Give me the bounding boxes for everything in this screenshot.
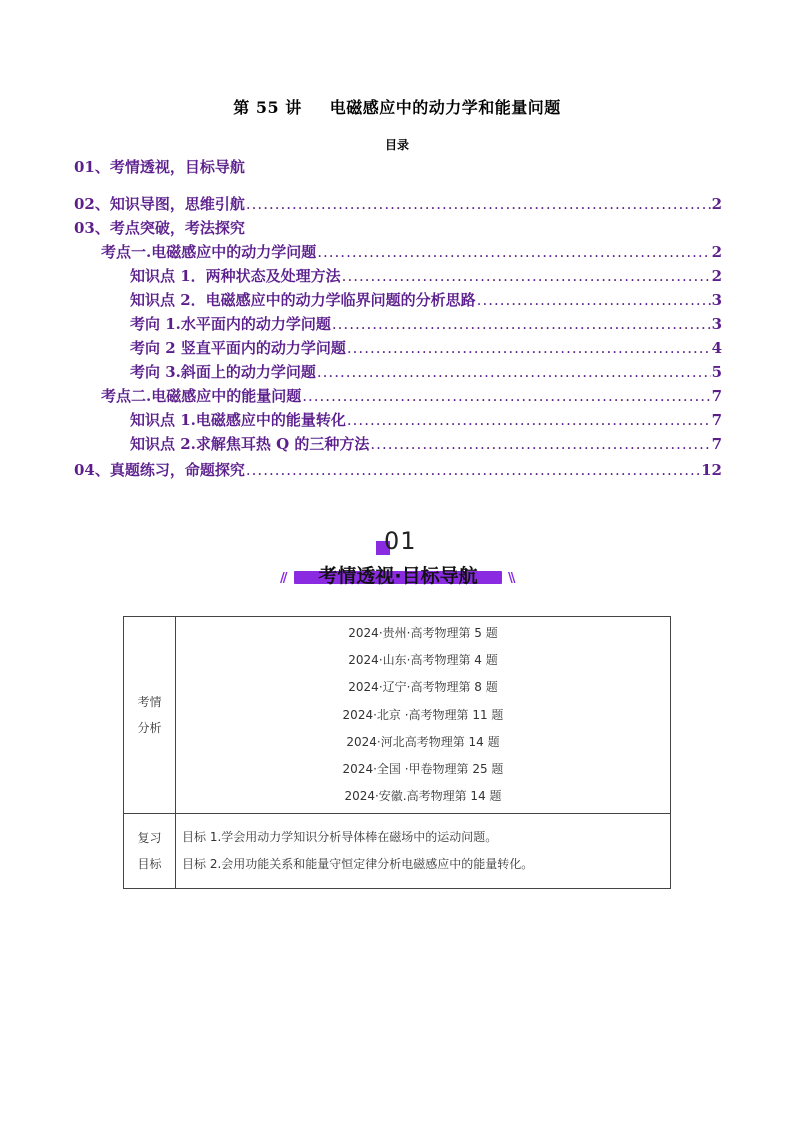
lecture-topic: 电磁感应中的动力学和能量问题 bbox=[329, 98, 561, 117]
toc-entry-kaodian-1[interactable]: 考点一.电磁感应中的动力学问题 ..... 2 bbox=[101, 241, 722, 262]
exam-item: 2024·全国 ·甲卷物理第 25 题 bbox=[342, 762, 504, 777]
exam-analysis-table bbox=[123, 616, 671, 889]
toc-entry-kaoxiang-2[interactable]: 考向 2 竖直平面内的动力学问题 ..... 4 bbox=[130, 337, 722, 358]
exam-item: 2024·河北高考物理第 14 题 bbox=[346, 734, 500, 749]
section-number: 01 bbox=[384, 527, 417, 555]
exam-item: 2024·北京 ·高考物理第 11 题 bbox=[342, 707, 504, 722]
toc-entry-01[interactable]: 01、考情透视，目标导航 bbox=[74, 158, 245, 176]
toc-entry-zhishidian-2[interactable]: 知识点 2．电磁感应中的动力学临界问题的分析思路 ..... 3 bbox=[130, 289, 722, 310]
goal-item: 目标 1.学会用动力学知识分析导体棒在磁场中的运动问题。 bbox=[182, 830, 498, 845]
toc-entry-kaoxiang-3[interactable]: 考向 3.斜面上的动力学问题 ..... 5 bbox=[130, 361, 722, 382]
analysis-label-cell: 考情 分析 bbox=[124, 617, 176, 814]
exam-list-cell bbox=[176, 617, 671, 814]
toc-entry-02[interactable]: 02、知识导图，思维引航 ..... 2 bbox=[74, 193, 722, 214]
toc-entry-zhishidian-1[interactable]: 知识点 1．两种状态及处理方法 ..... 2 bbox=[130, 265, 722, 286]
section-title: 考情透视·目标导航 bbox=[318, 565, 478, 587]
exam-item: 2024·安徽.高考物理第 14 题 bbox=[344, 789, 502, 804]
toc-entry-kaodian-2[interactable]: 考点二.电磁感应中的能量问题 ..... 7 bbox=[101, 385, 722, 406]
exam-item: 2024·辽宁·高考物理第 8 题 bbox=[348, 680, 498, 695]
section-banner bbox=[276, 527, 520, 593]
toc-entry-kaoxiang-1[interactable]: 考向 1.水平面内的动力学问题 ..... 3 bbox=[130, 313, 722, 334]
toc-entry-zhishidian-3[interactable]: 知识点 1.电磁感应中的能量转化 ..... 7 bbox=[130, 409, 722, 430]
toc-entry-zhishidian-4[interactable]: 知识点 2.求解焦耳热 Q 的三种方法 ..... 7 bbox=[130, 433, 722, 454]
toc-heading: 目录 bbox=[384, 138, 409, 152]
goals-cell bbox=[176, 814, 671, 889]
goal-item: 目标 2.会用功能关系和能量守恒定律分析电磁感应中的能量转化。 bbox=[182, 857, 534, 872]
table-row-analysis bbox=[124, 617, 671, 814]
page-title bbox=[0, 95, 794, 118]
left-slash-marks: // bbox=[280, 571, 286, 586]
toc-entry-04[interactable]: 04、真题练习，命题探究 ..... 12 bbox=[74, 459, 722, 480]
lecture-number: 第 55 讲 bbox=[233, 98, 302, 117]
goals-label-cell: 复习 目标 bbox=[124, 814, 176, 889]
exam-item: 2024·山东·高考物理第 4 题 bbox=[348, 653, 498, 668]
table-row-goals bbox=[124, 814, 671, 889]
toc-entry-03[interactable]: 03、考点突破，考法探究 bbox=[74, 219, 245, 237]
exam-item: 2024·贵州·高考物理第 5 题 bbox=[348, 626, 498, 640]
right-slash-marks: \\ bbox=[508, 571, 514, 586]
